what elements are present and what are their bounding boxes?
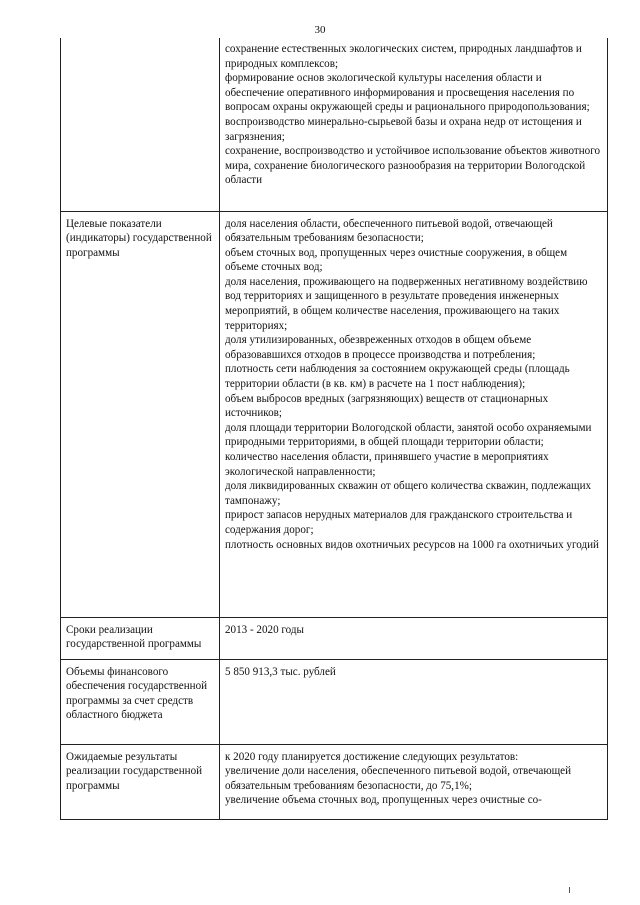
scan-mark	[569, 887, 570, 893]
table-row	[61, 744, 608, 819]
list-item: 5 850 913,3 тыс. рублей	[225, 665, 336, 678]
list-item: объем сточных вод, пропущенных через очистные сооружения, в общем объеме сточных вод;	[225, 246, 568, 274]
row-label: Сроки реализации государственной программы	[66, 623, 202, 651]
row-label-cell	[61, 38, 220, 211]
row-label-cell	[61, 211, 220, 617]
list-item: сохранение, воспроизводство и устойчивое использование объектов животного мира, сохранение биологического разнообразия на территории Вологодской области	[225, 145, 601, 187]
row-content-cell	[220, 617, 608, 659]
list-item: увеличение доли населения, обеспеченного питьевой водой, отвечающей обязательным требованиям безопасности, до 75,1%;	[225, 765, 572, 792]
list-item: доля ликвидированных скважин от общего количества скважин, подлежащих тампонажу;	[225, 480, 592, 507]
page-number: 30	[314, 24, 326, 36]
list-item: доля площади территории Вологодской области, занятой особо охраняемыми природными территориями, в общей площади территории области;	[225, 421, 592, 449]
list-item: плотность сети наблюдения за состоянием окружающей среды (площадь территории области (в кв. км) в расчете на 1 пост наблюдения);	[225, 363, 570, 391]
list-item: 2013 - 2020 годы	[225, 623, 304, 636]
list-item: увеличение объема сточных вод, пропущенных через очистные со-	[225, 794, 542, 807]
list-item: количество населения области, принявшего участие в мероприятиях экологической направленности;	[225, 451, 549, 478]
row-label: Ожидаемые результаты реализации государственной программы	[66, 750, 203, 792]
row-content-cell	[220, 38, 608, 211]
list-item: к 2020 году планируется достижение следующих результатов:	[225, 750, 519, 763]
row-content-cell	[220, 659, 608, 744]
row-label: Целевые показатели (индикаторы) государственной программы	[66, 217, 212, 259]
row-label-cell	[61, 659, 220, 744]
row-content-cell	[220, 211, 608, 617]
list-item: сохранение естественных экологических систем, природных ландшафтов и природных комплексов;	[225, 43, 582, 70]
list-item: прирост запасов нерудных материалов для гражданского строительства и содержания дорог;	[225, 509, 573, 536]
row-content-cell	[220, 744, 608, 819]
passport-table	[60, 38, 608, 820]
list-item: доля населения области, обеспеченного питьевой водой, отвечающей обязательным требованиям безопасности;	[225, 217, 553, 245]
table-row	[61, 211, 608, 617]
row-label-cell	[61, 744, 220, 819]
list-item: доля утилизированных, обезвреженных отходов в общем объеме образовавшихся отходов в процессе производства и потребления;	[225, 334, 536, 361]
list-item: плотность основных видов охотничьих ресурсов на 1000 га охотничьих угодий	[225, 538, 599, 551]
row-label-cell	[61, 617, 220, 659]
list-item: объем выбросов вредных (загрязняющих) веществ от стационарных источников;	[225, 392, 549, 420]
row-label: Объемы финансового обеспечения государственной программы за счет средств областного бюджета	[66, 665, 208, 722]
table-row	[61, 38, 608, 211]
list-item: формирование основ экологической культуры населения области и обеспечение оперативного информирования и просвещения населения по вопросам охраны окружающей среды и рационального природопользования;	[225, 72, 590, 114]
table-row	[61, 659, 608, 744]
list-item: воспроизводство минерально-сырьевой базы и охрана недр от истощения и загрязнения;	[225, 115, 582, 143]
table-row	[61, 617, 608, 659]
list-item: доля населения, проживающего на подверженных негативному воздействию вод территориях и защищенного в результате проведения инженерных мероприятий, в общем количестве населения, проживающего на таких территориях;	[225, 275, 588, 332]
